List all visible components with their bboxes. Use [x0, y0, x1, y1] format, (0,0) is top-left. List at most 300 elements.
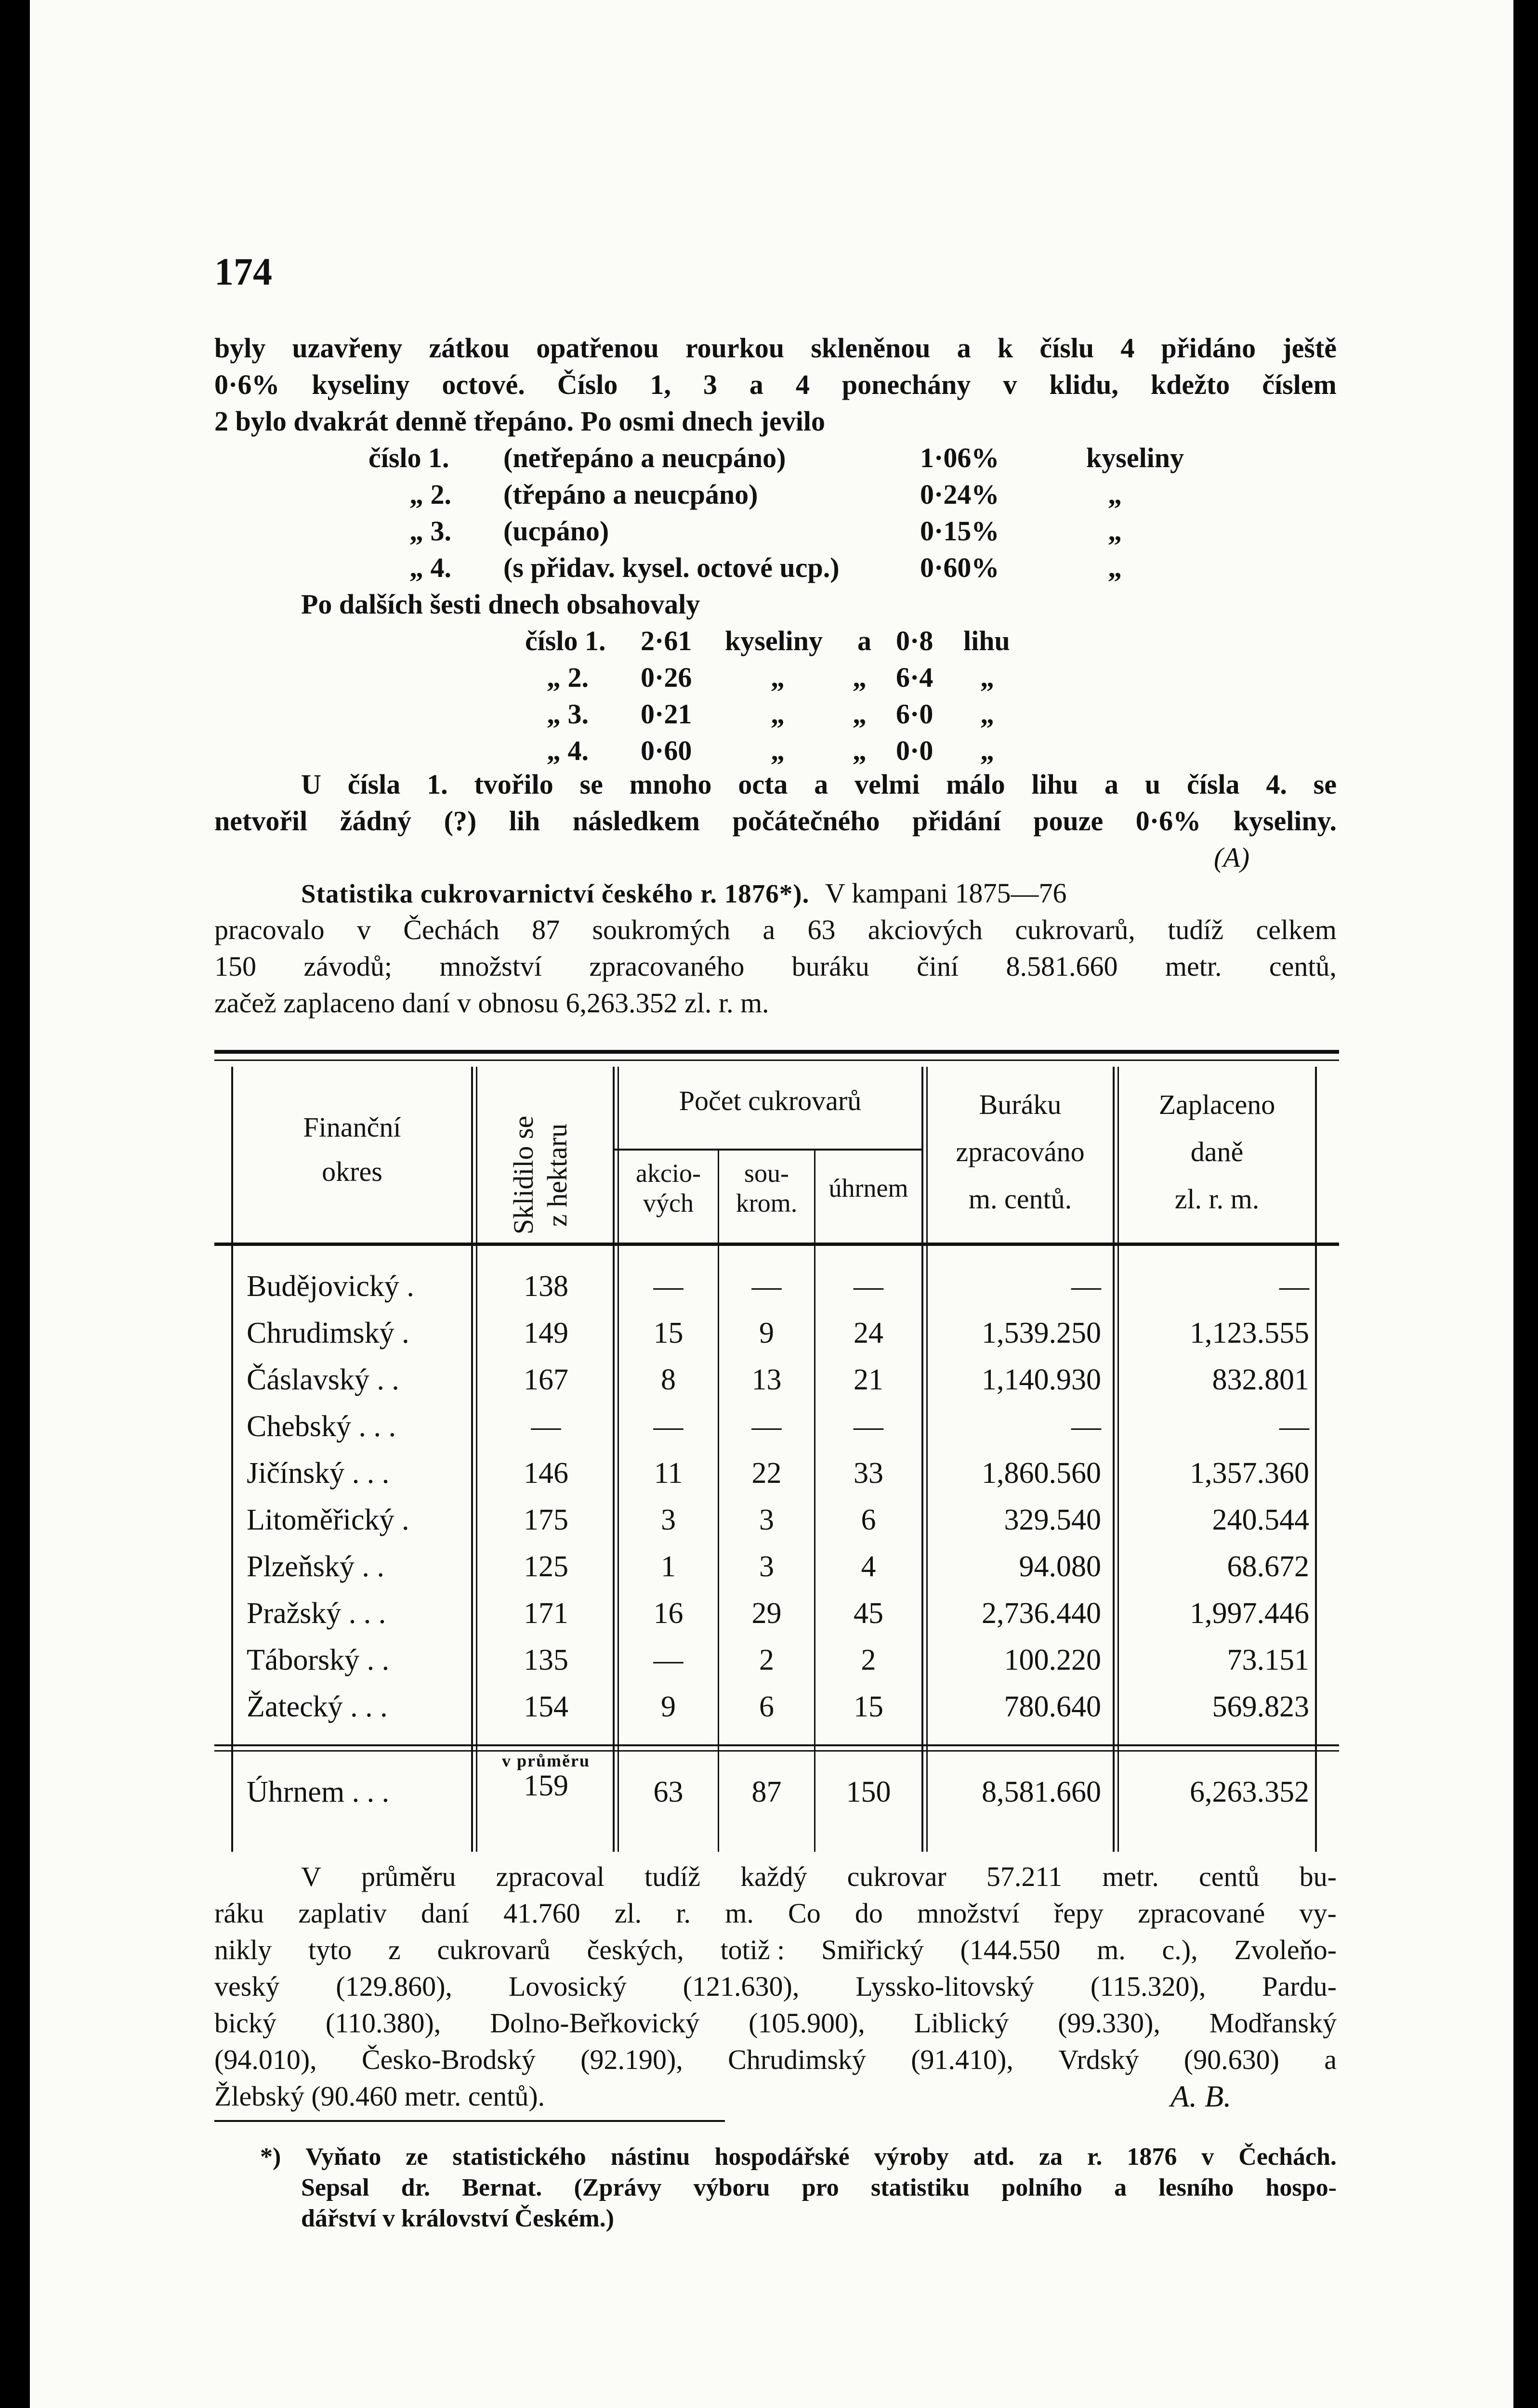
word: 0·6% [214, 369, 280, 400]
cell-dane: 240.544 [1212, 1504, 1309, 1536]
header-dane-2: daně [1190, 1136, 1244, 1167]
cell-okres: Táborský . . [247, 1644, 390, 1676]
summary-line-3 [214, 1933, 1337, 1967]
header-akciovych-1: akcio- [636, 1159, 701, 1188]
list1-value: 0·24% [920, 479, 999, 510]
word: 1876 [1127, 2143, 1177, 2171]
word: číslu [1039, 332, 1094, 364]
word: 4 [1120, 332, 1135, 364]
word: množství [917, 1898, 1020, 1929]
conclusion-line-1 [301, 768, 1337, 801]
word: českých, [587, 1934, 684, 1965]
cell-sklidilo: 125 [524, 1550, 568, 1583]
vrule-5 [921, 1067, 923, 1852]
cell-soukrom: 2 [759, 1644, 774, 1676]
word: Lyssko-litovský [855, 1971, 1034, 2002]
word: ráku [214, 1898, 264, 1929]
cell-uhrnem: 6 [861, 1504, 876, 1536]
list1-unit: „ [1108, 552, 1122, 583]
stat-line-3 [214, 950, 1337, 983]
word: r. [1087, 2143, 1103, 2171]
cell-buraku: 780.640 [1004, 1690, 1101, 1723]
word: opatřenou [536, 332, 659, 364]
cell-buraku: 1,860.560 [982, 1457, 1101, 1490]
intro-line-3: 2 bylo dvakrát denně třepáno. Po osmi dnech jevilo [214, 406, 825, 437]
word: klidu, [1049, 369, 1118, 400]
word: Čechách [403, 914, 500, 945]
list2-label: „ 3. [547, 698, 589, 730]
word: u [1144, 769, 1161, 800]
word: tudíž [1168, 914, 1224, 945]
word: pouze [1033, 805, 1104, 837]
word: lihu [1031, 769, 1078, 800]
word: čísla [347, 769, 401, 800]
list2-label: číslo 1. [525, 625, 606, 656]
word: zpracované [1138, 1898, 1265, 1929]
cell-akciovych: 9 [661, 1690, 676, 1723]
word: a [1324, 2044, 1337, 2075]
word: (129.860), [336, 1971, 452, 2002]
word: 0·6% [1135, 805, 1201, 837]
cell-uhrnem: 4 [861, 1550, 876, 1583]
word: a [957, 332, 971, 364]
list2-unit: „ [771, 698, 785, 730]
word: (105.900), [749, 2007, 865, 2039]
list1-label: „ 2. [409, 479, 451, 510]
stat-line-2 [214, 913, 1337, 947]
cell-uhrnem: — [854, 1270, 883, 1303]
cell-buraku: 94.080 [1019, 1550, 1101, 1583]
stat-line-4: začež zaplaceno daní v obnosu 6,263.352 zl. r. m. [214, 987, 769, 1019]
word: daní [421, 1898, 469, 1929]
footnote-line-3: dářství v království Českém.) [301, 2205, 614, 2232]
pocet-sub-rule [614, 1149, 922, 1151]
word: číslem [1262, 369, 1337, 400]
cell-buraku: 329.540 [1004, 1504, 1101, 1536]
word: zpracovaného [589, 951, 745, 982]
word: Pardu- [1262, 1971, 1337, 2002]
list1-value: 0·60% [920, 552, 999, 583]
cell-dane: 1,997.446 [1190, 1597, 1309, 1630]
word: se [1313, 769, 1337, 800]
cell-sklidilo: 171 [524, 1597, 568, 1630]
cell-soukrom: 9 [759, 1317, 774, 1349]
vrule-2 [613, 1067, 615, 1852]
list1-unit: kyseliny [1086, 442, 1184, 473]
word: Chrudimský [728, 2044, 866, 2075]
signature: A. B. [1170, 2079, 1232, 2113]
word: řepy [1054, 1898, 1104, 1929]
cell-sklidilo: 167 [524, 1363, 568, 1396]
cell-akciovych: — [653, 1410, 684, 1443]
word: cukrovar [847, 1861, 946, 1892]
word: r. [676, 1898, 691, 1929]
list2-label: „ 2. [547, 662, 589, 693]
word: a [1104, 769, 1119, 800]
header-dane-1: Zaplaceno [1158, 1089, 1275, 1120]
list2-and: a [857, 625, 871, 656]
list1-value: 0·15% [920, 515, 999, 547]
list1-value: 1·06% [920, 442, 999, 473]
cell-okres: Chrudimský . [247, 1317, 409, 1349]
word: a [762, 914, 776, 945]
cell-okres: Čáslavský . . [247, 1363, 399, 1396]
table-top-rule [214, 1050, 1339, 1054]
word: (90.630) [1183, 2044, 1279, 2075]
word: v [1003, 369, 1017, 400]
word: tvořilo [474, 769, 553, 800]
list1-desc: (s přidav. kysel. octové ucp.) [503, 552, 840, 583]
list2-unit2: lihu [963, 625, 1010, 656]
header-dane [1119, 1081, 1315, 1223]
cell-buraku: — [1071, 1270, 1101, 1303]
word: celkem [1256, 914, 1337, 945]
word: pro [802, 2174, 839, 2201]
word: Vyňato [305, 2143, 381, 2171]
word: žádný [340, 805, 412, 837]
word: zl. [614, 1898, 642, 1929]
cell-dane: 1,123.555 [1190, 1317, 1309, 1349]
word: zpracoval [496, 1861, 605, 1892]
summary-line-7: Žlebský (90.460 metr. centů). [214, 2081, 545, 2112]
cell-soukrom: 6 [759, 1690, 774, 1723]
word: U [301, 769, 321, 800]
word: 4. [1266, 769, 1287, 800]
list2-alcohol: 0·8 [896, 625, 933, 656]
word: Česko-Brodský [361, 2044, 536, 2075]
word: atd. [973, 2143, 1015, 2171]
word: V [301, 1861, 321, 1892]
cell-uhrnem: 15 [854, 1690, 883, 1723]
word: 1, [650, 369, 671, 400]
header-uhrnem: úhrnem [828, 1174, 908, 1203]
word: lih [509, 805, 540, 837]
word: (110.380), [325, 2007, 441, 2039]
word: m. [1097, 1934, 1126, 1965]
word: statistiku [870, 2174, 970, 2201]
word: přidání [912, 805, 1001, 837]
word: Liblický [914, 2007, 1009, 2039]
word: Modřanský [1209, 2007, 1337, 2039]
word: v [356, 914, 371, 945]
vrule-1b [476, 1067, 477, 1852]
intro-line-1 [214, 331, 1337, 365]
list2-label: „ 4. [547, 735, 589, 766]
word: každý [740, 1861, 807, 1892]
list1-desc: (netřepáno a neucpáno) [503, 442, 786, 473]
word: Vrdský [1058, 2044, 1139, 2075]
header-sklidilo-1: Sklidilo se [508, 1115, 539, 1235]
word: 3 [703, 369, 717, 400]
word: Čechách. [1238, 2143, 1337, 2171]
cell-akciovych: — [653, 1270, 684, 1303]
word: (Zprávy [574, 2174, 662, 2201]
word: kyseliny. [1233, 805, 1337, 837]
cell-okres: Jičínský . . . [247, 1457, 390, 1490]
word: se [579, 769, 603, 800]
word: množství [439, 951, 542, 982]
header-bottom-rule [214, 1243, 1339, 1246]
word: octa [738, 769, 788, 800]
header-buraku-1: Buráku [979, 1089, 1062, 1120]
total-bur: 8,581.660 [982, 1776, 1101, 1808]
list2-unit2: „ [980, 698, 994, 730]
word: (121.630), [683, 1971, 800, 2002]
word: hospo- [1265, 2174, 1337, 2201]
cell-sklidilo: 135 [524, 1644, 568, 1676]
cell-sklidilo: 138 [524, 1270, 568, 1303]
table-top-rule-thin [214, 1060, 1339, 1061]
cell-uhrnem: 2 [861, 1644, 876, 1676]
cell-soukrom: 29 [751, 1597, 782, 1630]
cell-akciovych: — [653, 1644, 684, 1676]
cell-akciovych: 11 [654, 1457, 683, 1490]
total-akc: 63 [653, 1776, 684, 1808]
summary-line-5 [214, 2006, 1337, 2040]
word: kyseliny [312, 369, 410, 400]
total-souk: 87 [751, 1776, 782, 1808]
word: 87 [532, 914, 560, 945]
word: metr. [1165, 951, 1222, 982]
word: kdežto [1150, 369, 1230, 400]
cell-dane: 569.823 [1212, 1690, 1309, 1723]
list2-acid: 0·21 [641, 698, 692, 730]
word: buráku [791, 951, 869, 982]
word: vy- [1299, 1898, 1337, 1929]
list1-label: číslo 1. [368, 442, 449, 473]
total-rule-1 [214, 1744, 1339, 1746]
word: soukromých [592, 914, 731, 945]
word: Lovosický [508, 1971, 627, 2002]
word: nikly [214, 1934, 272, 1965]
word: a [1114, 2174, 1127, 2201]
mid-line: Po dalších šesti dnech obsahovaly [301, 589, 700, 620]
cell-okres: Žatecký . . . [247, 1690, 388, 1723]
cell-akciovych: 1 [661, 1550, 676, 1583]
word: čísla [1186, 769, 1240, 800]
summary-line-4 [214, 1970, 1337, 2003]
total-uhr: 150 [846, 1776, 891, 1808]
list1-label: „ 3. [409, 515, 451, 547]
total-okres: Úhrnem . . . [247, 1776, 390, 1808]
header-buraku-2: zpracováno [956, 1136, 1085, 1167]
cell-uhrnem: — [854, 1410, 883, 1443]
word: výboru [693, 2174, 770, 2201]
cell-sklidilo: — [531, 1410, 561, 1443]
word: bu- [1299, 1861, 1337, 1892]
list2-unit: „ [771, 735, 785, 766]
list2-alcohol: 6·0 [896, 698, 933, 730]
word: skleněnou [811, 332, 931, 364]
word: Sepsal [301, 2174, 369, 2201]
list1-unit: „ [1108, 479, 1122, 510]
word: bický [214, 2007, 276, 2039]
word: Smiřický [821, 1934, 924, 1965]
cell-buraku: 2,736.440 [982, 1597, 1101, 1630]
cell-uhrnem: 24 [854, 1317, 883, 1349]
vrule-3 [718, 1149, 719, 1852]
header-sklidilo [507, 1060, 574, 1291]
cell-akciovych: 3 [661, 1504, 676, 1536]
word: byly [214, 332, 266, 364]
cell-soukrom: — [751, 1270, 782, 1303]
word: málo [946, 769, 1005, 800]
total-dane: 6,263.352 [1190, 1776, 1309, 1808]
word: 63 [807, 914, 836, 945]
word: (?) [444, 805, 477, 837]
cell-soukrom: 3 [759, 1504, 774, 1536]
list1-desc: (třepáno a neucpáno) [503, 479, 758, 510]
header-okres-1: Finanční [303, 1112, 401, 1143]
word: statistického [452, 2143, 586, 2171]
word: následkem [572, 805, 700, 837]
word: velmi [854, 769, 920, 800]
word: Zvoleňo- [1234, 1934, 1337, 1965]
word: nástinu [610, 2143, 690, 2171]
word: (92.190), [580, 2044, 683, 2075]
cell-uhrnem: 33 [854, 1457, 883, 1490]
header-dane-3: zl. r. m. [1174, 1183, 1260, 1215]
word: totiž : [720, 1934, 785, 1965]
list2-and: „ [853, 662, 867, 693]
word: (144.550 [960, 1934, 1061, 1965]
cell-buraku: 100.220 [1004, 1644, 1101, 1676]
word: 8.581.660 [1006, 951, 1118, 982]
word: veský [214, 1971, 280, 2002]
header-okres [233, 1105, 471, 1194]
word: ponechány [841, 369, 971, 400]
cell-akciovych: 8 [661, 1363, 676, 1396]
word: uzavřeny [292, 332, 403, 364]
word: výroby [874, 2143, 949, 2171]
cell-buraku: 1,539.250 [982, 1317, 1101, 1349]
list1-desc: (ucpáno) [503, 515, 609, 547]
cell-sklidilo: 175 [524, 1504, 568, 1536]
word: 41.760 [503, 1898, 580, 1929]
header-sklidilo-2: z hektaru [541, 1123, 573, 1227]
word: Bernat. [462, 2174, 542, 2201]
word: v [1201, 2143, 1214, 2171]
conclusion-line-2 [214, 804, 1337, 838]
cell-dane: — [1279, 1270, 1309, 1303]
word: a [814, 769, 828, 800]
header-pocet: Počet cukrovarů [679, 1085, 862, 1116]
cell-dane: 1,357.360 [1190, 1457, 1309, 1490]
footnote-divider [214, 2120, 725, 2122]
list2-and: „ [853, 698, 867, 730]
summary-line-1 [301, 1860, 1337, 1894]
word: mnoho [629, 769, 712, 800]
word: octové. [442, 369, 525, 400]
word: metr. [1102, 1861, 1159, 1892]
word: do [854, 1898, 883, 1929]
stat-heading-rest: V kampani 1875—76 [825, 877, 1067, 909]
header-soukrom [719, 1158, 814, 1218]
cell-dane: 73.151 [1227, 1644, 1309, 1676]
list2-and: „ [853, 735, 867, 766]
word: tyto [308, 1934, 352, 1965]
word: akciových [868, 914, 983, 945]
word: (115.320), [1090, 1971, 1206, 2002]
word: pracovalo [214, 914, 325, 945]
cell-sklidilo: 146 [524, 1457, 568, 1490]
vrule-4 [814, 1149, 815, 1852]
word: za [1038, 2143, 1063, 2171]
total-rule-2 [214, 1750, 1339, 1752]
section-mark: (A) [1214, 842, 1250, 873]
word: přidáno [1161, 332, 1256, 364]
list2-acid: 0·26 [641, 662, 692, 693]
cell-okres: Budějovický . [247, 1270, 414, 1303]
word: Dolno-Beřkovický [490, 2007, 700, 2039]
word: 150 [214, 951, 256, 982]
word: lesního [1158, 2174, 1234, 2201]
word: počátečného [732, 805, 880, 837]
word: z [388, 1934, 401, 1965]
list2-unit: kyseliny [725, 625, 823, 656]
word: k [997, 332, 1013, 364]
word: rourkou [685, 332, 785, 364]
word: cukrovarů, [1015, 914, 1135, 945]
cell-okres: Litoměřický . [247, 1504, 409, 1536]
list2-acid: 2·61 [641, 625, 692, 656]
word: polního [1001, 2174, 1082, 2201]
total-note: v průměru [502, 1751, 590, 1770]
intro-line-2 [214, 368, 1337, 402]
list2-alcohol: 6·4 [896, 662, 933, 693]
header-okres-2: okres [322, 1156, 382, 1187]
cell-soukrom: 3 [759, 1550, 774, 1583]
page-number: 174 [214, 251, 272, 293]
header-soukrom-2: krom. [736, 1189, 798, 1217]
summary-line-6 [214, 2043, 1337, 2077]
word: (94.010), [214, 2044, 317, 2075]
word: a [749, 369, 763, 400]
cell-dane: 68.672 [1227, 1550, 1309, 1583]
footnote-line-2 [301, 2173, 1337, 2203]
word: netvořil [214, 805, 308, 837]
word: m. [725, 1898, 754, 1929]
summary-line-2 [214, 1897, 1337, 1930]
cell-uhrnem: 21 [854, 1363, 883, 1396]
word: 4 [795, 369, 810, 400]
word: centů, [1269, 951, 1337, 982]
cell-sklidilo: 149 [524, 1317, 568, 1349]
word: ze [406, 2143, 428, 2171]
word: závodů; [303, 951, 392, 982]
header-akciovych-2: vých [643, 1189, 694, 1217]
list2-alcohol: 0·0 [896, 735, 933, 766]
vrule-right [1315, 1067, 1317, 1852]
word: dr. [401, 2174, 431, 2201]
word: (99.330), [1058, 2007, 1160, 2039]
cell-buraku: 1,140.930 [982, 1363, 1101, 1396]
footnote-line-1 [260, 2142, 1337, 2172]
word: Co [788, 1898, 821, 1929]
word: 57.211 [986, 1861, 1063, 1892]
cell-dane: 832.801 [1212, 1363, 1309, 1396]
list1-label: „ 4. [409, 552, 451, 583]
cell-akciovych: 16 [653, 1597, 684, 1630]
word: centů [1198, 1861, 1260, 1892]
word: 1. [427, 769, 448, 800]
cell-soukrom: — [751, 1410, 782, 1443]
vrule-6 [1113, 1067, 1115, 1852]
list2-unit2: „ [980, 735, 994, 766]
cell-soukrom: 13 [751, 1363, 782, 1396]
cell-akciovych: 15 [653, 1317, 684, 1349]
word: c.), [1162, 1934, 1198, 1965]
